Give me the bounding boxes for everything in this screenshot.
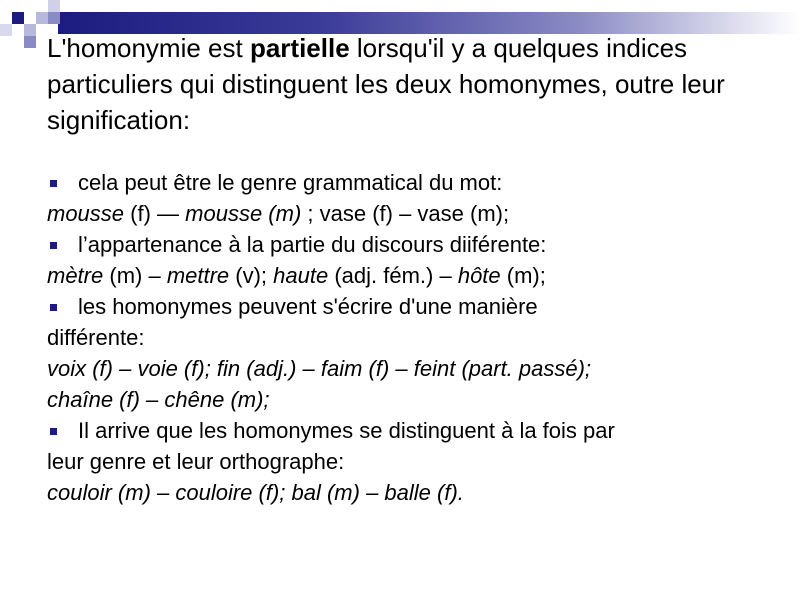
example-line (47, 446, 767, 477)
example-line (47, 322, 767, 353)
line-text: (m); (500, 263, 546, 288)
italic-word: mousse (m) (185, 201, 302, 226)
italic-word: hôte (457, 263, 501, 288)
bullet-item (47, 415, 767, 446)
decor-square (24, 24, 36, 36)
italic-word: mètre (47, 263, 104, 288)
line-text: différente: (47, 325, 145, 350)
line-text: Il arrive que les homonymes se distinguent à la fois par (78, 418, 615, 443)
example-line (47, 384, 767, 415)
title-bold-term: partielle (249, 33, 350, 63)
line-text: leur genre et leur orthographe: (47, 449, 345, 474)
line-text: cela peut être le genre grammatical du mot: (78, 170, 503, 195)
italic-word: haute (273, 263, 329, 288)
italic-word: chaîne (f) – chêne (m); (47, 387, 270, 412)
italic-word: mettre (166, 263, 230, 288)
title-text: L'homonymie est (47, 33, 250, 63)
decor-square (48, 12, 60, 24)
italic-word: couloir (m) – couloire (f); bal (m) – balle (f). (47, 480, 464, 505)
square-bullet-icon (50, 242, 57, 249)
line-text: l’appartenance à la partie du discours diiférente: (78, 232, 547, 257)
line-text: (adj. fém.) – (328, 263, 458, 288)
line-text: (v); (229, 263, 274, 288)
title-text: lorsqu'il y a quelques indices particuliers qui distinguent les deux homonymes, outre leur signification: (47, 33, 725, 135)
square-bullet-icon (50, 180, 57, 187)
decor-square (0, 24, 12, 36)
decor-square (36, 12, 48, 24)
bullet-item (47, 167, 767, 198)
decor-square (24, 36, 36, 48)
line-text: (m) – (103, 263, 167, 288)
decor-square (48, 0, 60, 12)
example-line (47, 198, 767, 229)
bullet-item (47, 291, 767, 322)
italic-word: mousse (47, 201, 125, 226)
line-text: ; vase (f) – vase (m); (301, 201, 510, 226)
example-line (47, 353, 767, 384)
square-bullet-icon (50, 304, 57, 311)
slide-title (47, 30, 767, 138)
italic-word: voix (f) – voie (f); fin (adj.) – faim (f) – feint (part. passé); (47, 356, 592, 381)
slide-body (47, 167, 767, 508)
line-text: les homonymes peuvent s'écrire d'une manière (78, 294, 538, 319)
square-bullet-icon (50, 428, 57, 435)
decor-square (12, 12, 24, 24)
bullet-item (47, 229, 767, 260)
example-line (47, 260, 767, 291)
example-line (47, 477, 767, 508)
line-text: (f) — (124, 201, 186, 226)
